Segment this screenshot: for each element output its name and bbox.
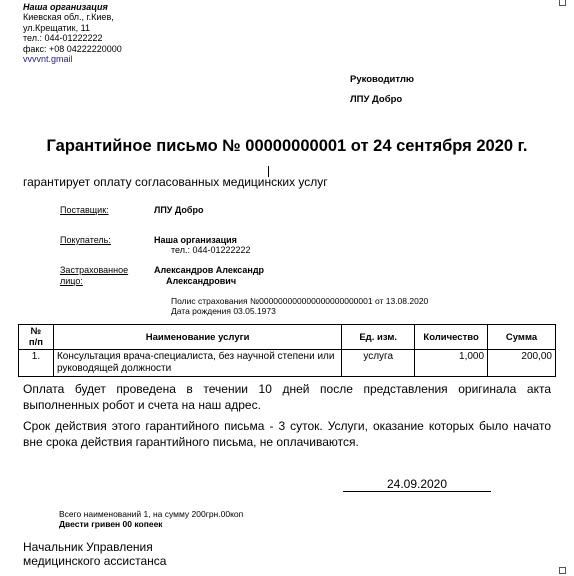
birth-date: Дата рождения 03.05.1973 [171, 306, 276, 316]
column-header-number [19, 325, 54, 350]
column-header-quantity: Количество [415, 325, 488, 350]
insured-label-line2: лицо: [60, 276, 83, 286]
organization-phone: тел.: 044-01222222 [23, 33, 103, 44]
insured-name-line2: Александрович [166, 276, 237, 286]
insured-label-line1: Застрахованное [60, 265, 129, 275]
row-unit: услуга [342, 350, 415, 377]
document-title: Гарантийное письмо № 00000000001 от 24 сентября 2020 г. [46, 137, 528, 155]
organization-fax: факс: +08 04222220000 [23, 43, 122, 54]
signatory-title-line1: Начальник Управления [23, 540, 153, 554]
organization-name: Наша организация [23, 2, 108, 12]
totals-amount-in-words: Двести гривен 00 копеек [59, 519, 163, 529]
column-header-service-name: Наименование услуги [53, 325, 341, 350]
intro-text: гарантирует оплату согласованных медицинских услуг [23, 175, 328, 189]
organization-address-line1: Киевская обл., г.Киев, [23, 12, 114, 23]
insurance-policy: Полис страхования №000000000000000000000001 от 13.08.2020 [171, 296, 429, 306]
column-header-sum: Сумма [488, 325, 556, 350]
addressee-position: Руководитлю [350, 74, 414, 85]
page-corner-marker-top [559, 0, 566, 6]
validity-paragraph: Срок действия этого гарантийного письма - 3 суток. Услуги, оказание которых было начато вне срока действия гарантийного письма, не оплачиваются. [23, 419, 551, 449]
organization-email: vvvvnt.gmail [23, 54, 73, 65]
organization-header [23, 2, 122, 64]
signatory-title-line2: медицинского ассистанса [23, 554, 167, 568]
table-row [19, 350, 556, 377]
signature-line [343, 491, 491, 492]
buyer-label: Покупатель: [60, 235, 111, 245]
supplier-value: ЛПУ Добро [154, 205, 204, 215]
column-header-number-line2: п/п [28, 337, 44, 348]
row-sum: 200,00 [488, 350, 556, 377]
addressee-organization: ЛПУ Добро [350, 94, 403, 105]
row-service-name: Консультация врача-специалиста, без научной степени или руководящей должности [53, 350, 341, 377]
payment-terms-paragraph: Оплата будет проведена в течении 10 дней после представления оригинала акта выполненных робот и счета на наш адрес. [23, 382, 551, 412]
buyer-value: Наша организация [154, 235, 237, 245]
services-table [18, 324, 556, 377]
row-quantity: 1,000 [415, 350, 488, 377]
column-header-number-line1: № [30, 326, 42, 337]
document-date: 24.09.2020 [386, 477, 448, 491]
page-corner-marker-bottom [559, 567, 566, 574]
table-header-row [19, 325, 556, 350]
totals-line1: Всего наименований 1, на сумму 200грн.00коп [59, 509, 244, 519]
insured-name-line1: Александров Александр [154, 265, 265, 275]
organization-address-line2: ул.Крещатик, 11 [23, 22, 90, 33]
row-number: 1. [19, 350, 54, 377]
column-header-unit: Ед. изм. [342, 325, 415, 350]
supplier-label: Поставщик: [60, 205, 109, 215]
buyer-phone: тел.: 044-01222222 [171, 245, 251, 255]
